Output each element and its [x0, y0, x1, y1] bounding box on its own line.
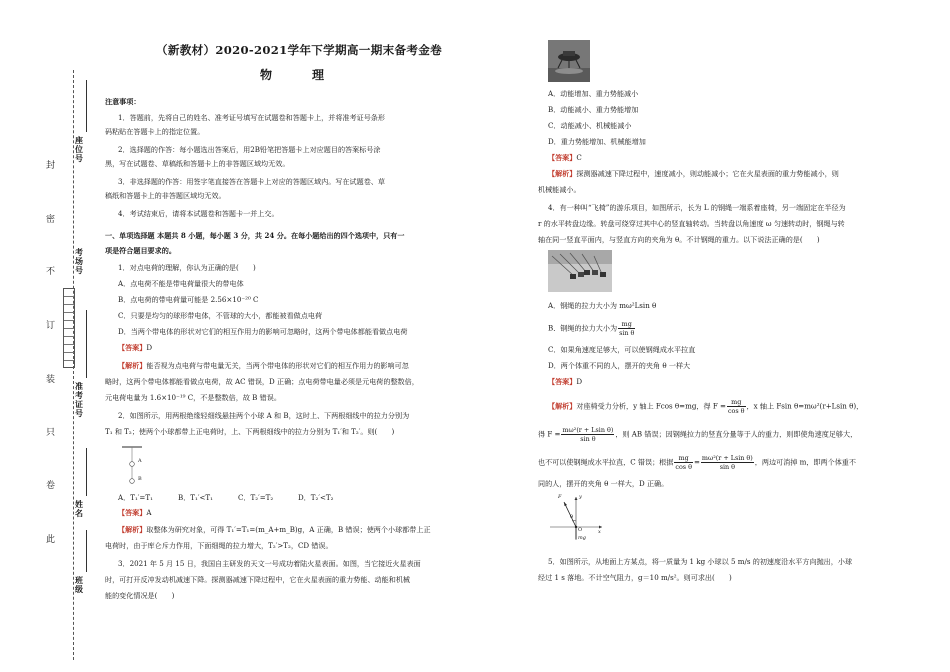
q4-answer: [548, 376, 582, 388]
q5-stem: 5．如图所示，从地面上方某点，将一质量为 1 kg 小球以 5 m/s 的初速度沿水平方向抛出，小球: [548, 557, 853, 566]
notice-line: 2．选择题的作答：每小题选出答案后，用2B铅笔把答题卡上对应题目的答案标号涂: [118, 145, 381, 154]
q2-option-a: A．T₁′=T₁: [118, 493, 153, 502]
admission-number-line[interactable]: [86, 310, 87, 378]
q4-force-diagram: [548, 494, 604, 542]
fraction-denominator: sin θ: [580, 435, 596, 443]
q3-analysis: [548, 168, 839, 180]
q4-flying-chair-photo: [548, 250, 612, 292]
analysis-tag: 【解析】: [118, 361, 147, 370]
notice-line: 码粘贴在答题卡上的指定位置。: [105, 127, 205, 136]
q4-analysis: [548, 398, 863, 415]
fraction: [618, 320, 635, 337]
q2-stem: 2．如图所示，用两根绝缘轻细线悬挂两个小球 A 和 B，这时上、下两根细线中的拉力分别为: [118, 411, 410, 420]
answer-value: A: [146, 508, 152, 517]
fraction: [674, 454, 693, 471]
q4-analysis-line: [538, 426, 857, 443]
q3-stem: 能的变化情况是( ): [105, 591, 175, 600]
fraction: [561, 426, 614, 443]
seal-char: 卷: [46, 481, 56, 491]
q2-stem: T₁ 和 T₂；使两个小球都带上正电荷时，上、下两根细线中的拉力分别为 T₁′和 T₂′。则( ): [105, 427, 395, 436]
q2-option-c: C．T₂′=T₂: [238, 493, 274, 502]
q1-answer: [118, 342, 152, 354]
label-force: F: [558, 494, 562, 500]
answer-tag: 【答案】: [118, 343, 147, 352]
fraction-numerator: mω²(r + Lsin θ): [562, 426, 614, 434]
fraction-denominator: sin θ: [619, 329, 635, 337]
seal-char: 封: [46, 161, 56, 171]
answer-value: C: [576, 153, 582, 162]
seat-number-line[interactable]: [86, 80, 87, 132]
analysis-text: 取整体为研究对象，可得 T₁′=T₁=(m_A+m_B)g，A 正确，B 错误；使两个小球都带上正: [146, 525, 431, 534]
q3-option-b: B．动能减小、重力势能增加: [548, 105, 639, 114]
q3-stem: 时，可打开反冲发动机减速下降。探测器减速下降过程中，它在火星表面的重力势能、动能和机械: [105, 575, 411, 584]
q2-analysis-line: 电荷时，由于库仑斥力作用，下面细绳的拉力增大，T₂′>T₂，CD 错误。: [105, 541, 333, 550]
q2-answer: [118, 507, 152, 519]
q1-option-c: C．只要是均匀的球形带电体，不管球的大小，都能被看做点电荷: [118, 311, 323, 320]
class-line[interactable]: [86, 530, 87, 572]
notice-line: 黑，写在试题卷、草稿纸和答题卡上的非答题区域均无效。: [105, 159, 290, 168]
exam-room-label: 考场号: [75, 247, 83, 275]
exam-room-grid[interactable]: [63, 288, 75, 368]
fraction-denominator: cos θ: [727, 407, 745, 415]
figure-label-a: A: [138, 458, 142, 464]
q2-analysis: [118, 524, 431, 536]
q4-option-b: [548, 320, 636, 337]
notice-heading: 注意事项：: [105, 97, 141, 106]
notice-line: 4．考试结束后，请将本试题卷和答题卡一并上交。: [118, 209, 279, 218]
analysis-text: 对座椅受力分析，y 轴上 Fcos θ=mg，得 F =: [576, 401, 726, 411]
seal-char: 此: [46, 535, 56, 545]
q3-answer: [548, 152, 582, 164]
seat-number-label: 座位号: [75, 135, 83, 163]
fraction-numerator: mg: [618, 320, 635, 329]
fraction-numerator: mg: [727, 398, 746, 407]
answer-tag: 【答案】: [118, 508, 147, 517]
q3-option-c: C．动能减小、机械能减小: [548, 121, 632, 130]
q1-option-a: A．点电荷不能是带电荷量很大的带电体: [118, 279, 244, 288]
admission-number-label: 准考证号: [75, 381, 83, 418]
analysis-text: 也不可以使钢绳成水平拉直，C 错误；根据: [538, 457, 674, 467]
seal-char: 装: [46, 375, 56, 385]
q2-hanging-balls-figure: [118, 445, 158, 491]
name-line[interactable]: [86, 448, 87, 496]
notice-line: 稿纸和答题卡上的非答题区域均无效。: [105, 191, 226, 200]
fraction: [727, 398, 746, 415]
class-label: 班级: [75, 575, 83, 594]
q3-option-a: A．动能增加、重力势能减小: [548, 89, 639, 98]
label-x-axis: x: [598, 529, 601, 535]
seal-char: 不: [46, 267, 56, 277]
label-y-axis: y: [579, 494, 582, 500]
seal-char: 订: [46, 321, 56, 331]
analysis-text: 探测器减速下降过程中，速度减小，则动能减小；它在火星表面的重力势能减小，则: [576, 169, 839, 178]
q5-stem: 经过 1 s 落地。不计空气阻力，g＝10 m/s²。则可求出( ): [538, 573, 732, 582]
fraction-denominator: sin θ: [719, 463, 736, 471]
analysis-text: 能否视为点电荷与带电量无关，当两个带电体的形状对它们的相互作用力的影响可忽: [146, 361, 409, 370]
analysis-tag: 【解析】: [548, 401, 577, 411]
answer-tag: 【答案】: [548, 377, 577, 386]
answer-value: D: [576, 377, 583, 386]
seal-char: 密: [46, 215, 56, 225]
analysis-tag: 【解析】: [118, 525, 147, 534]
q2-option-b: B．T₁′<T₁: [178, 493, 214, 502]
fraction-denominator: cos θ: [675, 463, 692, 471]
q4-stem: r 的水平转盘边缘。转盘可绕穿过其中心的竖直轴转动。当转盘以角速度 ω 匀速转动时，钢绳与转: [538, 219, 845, 228]
binding-margin: [0, 0, 100, 672]
q4-stem: 4．有一种叫“飞椅”的游乐项目，如图所示，长为 L 的钢绳一端系着座椅，另一端固定在半径为: [548, 203, 846, 212]
seal-char: 只: [46, 428, 56, 438]
q4-option-d: D．两个体重不同的人，摆开的夹角 θ 一样大: [548, 361, 691, 370]
q4-analysis-line: 同的人，摆开的夹角 θ 一样大，D 正确。: [538, 479, 669, 488]
q1-option-b: B．点电荷的带电荷量可能是 2.56×10⁻²⁰ C: [118, 295, 259, 304]
q3-mars-lander-photo: [548, 40, 590, 82]
name-label: 姓名: [75, 499, 83, 518]
q2-option-d: D．T₂′<T₂: [298, 493, 334, 502]
exam-title: （新教材）2020-2021学年下学期高一期末备考金卷: [155, 43, 443, 57]
fraction-numerator: mg: [674, 454, 693, 463]
label-theta: θ: [570, 514, 574, 520]
notice-line: 3．非选择题的作答：用签字笔直接答在答题卡上对应的答题区域内。写在试题卷、草: [118, 177, 385, 186]
label-origin: O: [578, 527, 583, 533]
q4-analysis-line: [538, 454, 856, 471]
q3-stem: 3．2021 年 5 月 15 日，我国自主研发的天文一号成功着陆火星表面。如图，当它接近火星表面: [118, 559, 421, 568]
q1-stem: 1．对点电荷的理解，你认为正确的是( ): [118, 263, 256, 272]
analysis-text: ，两边可消掉 m，即两个体重不: [754, 457, 856, 467]
q3-analysis-line: 机械能减小。: [538, 185, 581, 194]
q4-option-c: C．如果角速度足够大，可以使钢绳成水平拉直: [548, 345, 696, 354]
analysis-text: =: [693, 457, 700, 467]
q1-analysis: [118, 360, 409, 372]
q1-analysis-line: 略时，这两个带电体都能看做点电荷，故 AC 错误，D 正确；点电荷带电量必须是元电荷的整数倍，: [105, 377, 419, 386]
analysis-tag: 【解析】: [548, 169, 577, 178]
analysis-text: 得 F =: [538, 429, 561, 439]
q4-option-a: A．钢绳的拉力大小为 mω²Lsin θ: [548, 301, 657, 310]
label-gravity: mg: [578, 535, 586, 541]
q1-analysis-line: 元电荷电量为 1.6×10⁻¹⁹ C，不是整数倍，故 B 错误。: [105, 393, 281, 402]
fraction: [701, 454, 754, 471]
section-heading: 项是符合题目要求的。: [105, 246, 176, 255]
analysis-text: ，x 轴上 Fsin θ=mω²(r+Lsin θ)，: [746, 401, 864, 411]
figure-label-b: B: [138, 476, 142, 482]
q3-option-d: D．重力势能增加、机械能增加: [548, 137, 646, 146]
q4-stem: 轴在同一竖直平面内，与竖直方向的夹角为 θ。不计钢绳的重力。以下说法正确的是( ): [538, 235, 820, 244]
section-heading: 一、单项选择题 本题共 8 小题，每小题 3 分，共 24 分。在每小题给出的四个选项中，只有一: [105, 231, 405, 240]
answer-tag: 【答案】: [548, 153, 577, 162]
subject-title: 物 理: [259, 68, 338, 82]
fraction-numerator: mω²(r + Lsin θ): [701, 454, 753, 462]
analysis-text: ，则 AB 错误；因钢绳拉力的竖直分量等于人的重力，则即使角速度足够大，: [615, 429, 858, 439]
notice-line: 1．答题前，先将自己的姓名、准考证号填写在试题卷和答题卡上，并将准考证号条形: [118, 113, 385, 122]
answer-value: D: [146, 343, 153, 352]
q1-option-d: D．当两个带电体的形状对它们的相互作用力的影响可忽略时，这两个带电体都能看做点电荷: [118, 327, 408, 336]
option-b-text: B．钢绳的拉力大小为: [548, 323, 618, 333]
